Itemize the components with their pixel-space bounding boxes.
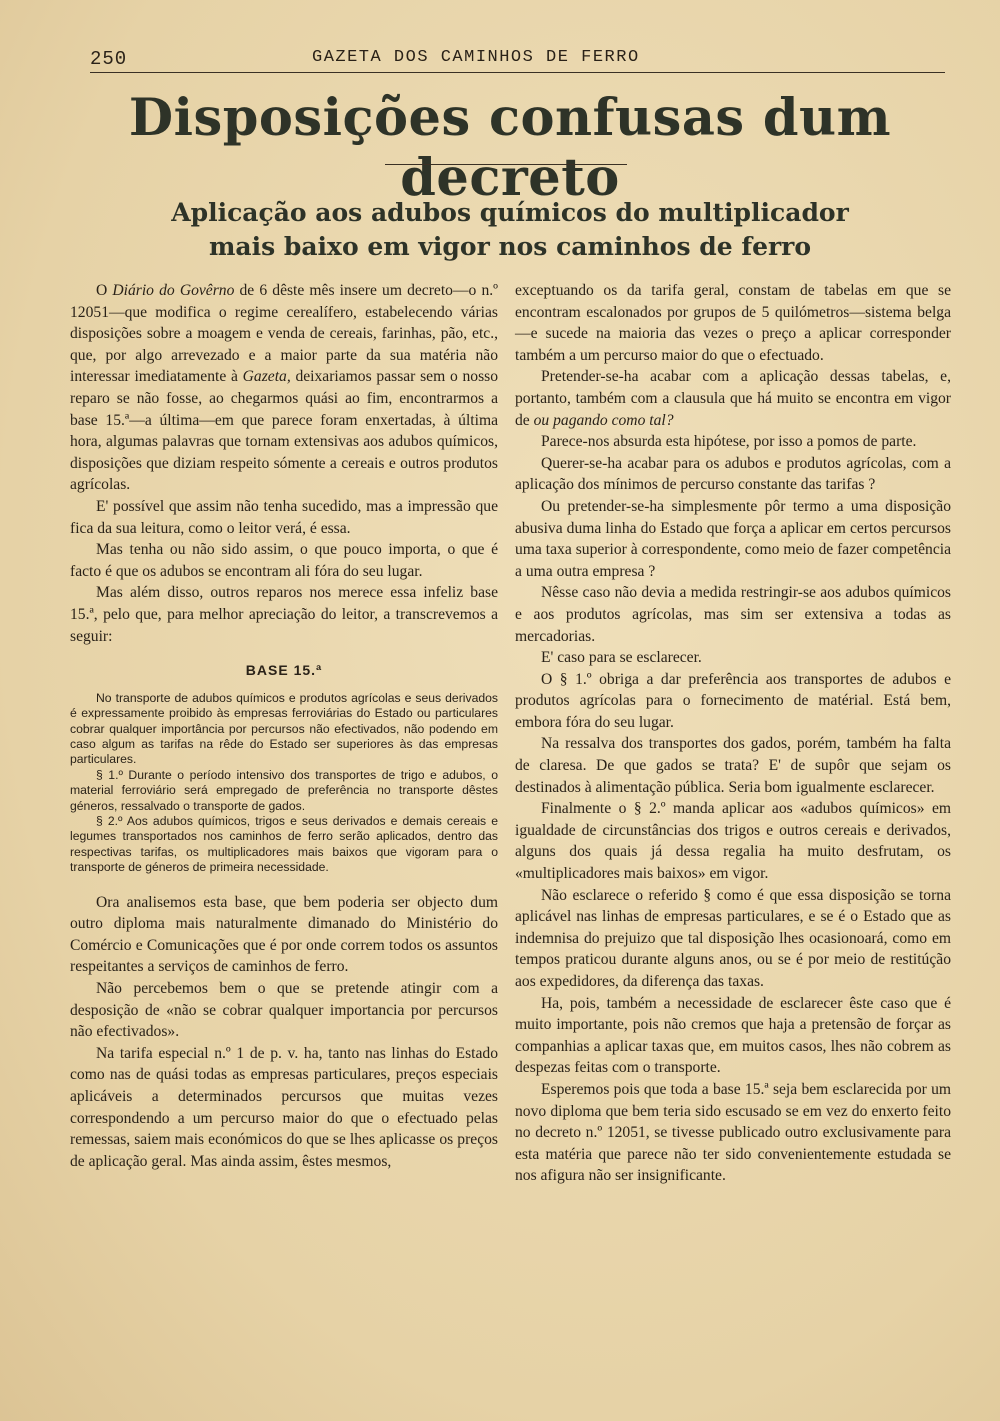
decree-paragraph: No transporte de adubos químicos e produtos agrícolas e seus derivados é expressamente proibido às empresas ferroviárias do Estado ou particulares cobrar qualquer importância por percursos não efectivados, não podendo em caso algum as tarifas na rêde do Estado ser superiores às das empresas particulares.	[70, 690, 498, 767]
running-header	[90, 46, 945, 73]
decree-paragraph: § 2.º Aos adubos químicos, trigos e seus derivados e demais cereais e legumes transportados nos caminhos de ferro serão aplicados, dentro das respectivas tarifas, os multiplicadores mais baixos que vigoram para o transporte de géneros de primeira necessidade.	[70, 813, 498, 875]
paragraph: Pretender-se-ha acabar com a aplicação dessas tabelas, e, portanto, também com a clausula que há muito se encontra em vigor de ou pagando como tal?	[515, 368, 951, 429]
subtitle-line-2: mais baixo em vigor nos caminhos de ferro	[208, 232, 812, 261]
subtitle-line-1: Aplicação aos adubos químicos do multiplicador	[171, 198, 849, 227]
paragraph: Querer-se-ha acabar para os adubos e produtos agrícolas, com a aplicação dos mínimos de percurso constante das tarifas ?	[515, 454, 951, 494]
quoted-clause: ou pagando como tal?	[533, 411, 674, 429]
left-column	[70, 280, 498, 1172]
paragraph: Não esclarece o referido § como é que essa disposição se torna aplicável nas linhas de empresas particulares, e se é o Estado que as indemnisa do prejuizo que tal disposição lhes ocasionoará, como em tempos praticou durante alguns anos, ou se é por meio de restitúção aos expedidores, da diferença das taxas.	[515, 886, 951, 990]
paragraph: Finalmente o § 2.º manda aplicar aos «adubos químicos» em igualdade de circunstâncias dos trigos e outros cereais e derivados, alguns dos quais já dessa regalia ha muito desfrutam, os «multiplicadores mais baixos» em vigor.	[515, 800, 951, 883]
article-title: Disposições confusas dum decreto	[128, 88, 892, 208]
paragraph: E' caso para se esclarecer.	[541, 649, 702, 667]
paragraph: Mas além disso, outros reparos nos merece essa infeliz base 15.ª, pelo que, para melhor apreciação do leitor, a transcrevemos a seguir:	[70, 584, 498, 645]
base-heading: BASE 15.ª	[245, 662, 323, 679]
page-number: 250	[90, 48, 128, 70]
journal-title: GAZETA DOS CAMINHOS DE FERRO	[312, 48, 640, 67]
paragraph: Esperemos pois que toda a base 15.ª seja bem esclarecida por um novo diploma que bem teria sido escusado se em vez do enxerto feito no decreto n.º 12051, se tivesse publicado outro exclusivamente para esta matéria que parece não ter sido convenientemente estudada se nos afigura não ser insignificante.	[515, 1080, 951, 1185]
decree-excerpt	[70, 691, 498, 876]
paragraph: Mas tenha ou não sido assim, o que pouco importa, o que é facto é que os adubos se encontram ali fóra do seu lugar.	[70, 541, 498, 580]
right-column	[515, 280, 951, 1187]
paragraph: Ou pretender-se-ha simplesmente pôr termo a uma disposição abusiva duma linha do Estado que força a aplicar em certos percursos uma taxa superior à correspondente, como meio de fazer competência a uma outra empresa ?	[515, 497, 951, 580]
paragraph: Não percebemos bem o que se pretende atingir com a desposição de «não se cobrar qualquer importancia por percursos não efectivados».	[70, 979, 498, 1041]
paragraph: Na tarifa especial n.º 1 de p. v. ha, tanto nas linhas do Estado como nas de quási todas as empresas particulares, preços especiais aplicáveis a determinados percursos que muitas vezes correspondendo a um percurso maior do que o efectuado pelas remessas, saiem mais económicos do que se lhes aplicasse os preços de aplicação geral. Mas ainda assim, êstes mesmos,	[70, 1044, 498, 1170]
paragraph: exceptuando os da tarifa geral, constam de tabelas em que se encontram escalonados por grupos de 5 quilómetros—sistema belga—e sucede na maioria das vezes o preço a aplicar corresponder também a um percurso maior do que o efectuado.	[515, 282, 951, 364]
article-subtitle	[140, 196, 880, 264]
paragraph: E' possível que assim não tenha sucedido, mas a impressão que fica da sua leitura, como o leitor verá, é essa.	[70, 497, 498, 537]
paragraph: Na ressalva dos transportes dos gados, porém, também ha falta de claresa. De que gados se trata? E' de supôr que sejam os destinados à alimentação pública. Seria bom igualmente esclarecer.	[515, 735, 951, 796]
publication-name: Diário do Govêrno	[112, 282, 235, 299]
paragraph: Ora analisemos esta base, que bem poderia ser objecto dum outro diploma mais naturalmente dimanado do Ministério do Comércio e Comunicações que é por onde correm todos os assuntos respeitantes a serviços de caminhos de ferro.	[70, 893, 498, 976]
paragraph: O Diário do Govêrno de 6 dêste mês insere um decreto—o n.º 12051—que modifica o regime cerealífero, estabelecendo várias disposições sobre a moagem e venda de cereais, farinhas, pão, etc., que, por algo arrevezado e a maior parte da sua matéria não interessar imediatamente à Gazeta, deixariamos passar sem o nosso reparo se não fosse, ao chegarmos quási ao fim, encontrarmos a base 15.ª—a última—em que parece foram enxertadas, à última hora, algumas palavras que tornam extensivas aos adubos químicos, disposições que diziam respeito sómente a cereais e outros produtos agrícolas.	[70, 282, 498, 494]
paragraph: Nêsse caso não devia a medida restringir-se aos adubos químicos e aos produtos agrícolas, mas sim ser extensiva a todas as mercadorias.	[515, 584, 951, 645]
paragraph: O § 1.º obriga a dar preferência aos transportes de adubos e produtos agrícolas para o fornecimento de matérial. Está bem, embora fóra do seu lugar.	[515, 670, 951, 731]
paragraph: Ha, pois, também a necessidade de esclarecer êste caso que é muito importante, pois não cremos que haja a pretensão de forçar as companhias a aplicar taxas que, em muitos casos, lhes não cobrem as despezas feitas com o transporte.	[515, 994, 951, 1077]
paragraph: Parece-nos absurda esta hipótese, por isso a pomos de parte.	[541, 433, 917, 451]
decree-paragraph: § 1.º Durante o período intensivo dos transportes de trigo e adubos, o material ferroviário será empregado de preferência no transporte dêstes géneros, ressalvado o transporte de gados.	[70, 767, 498, 813]
gazeta-name: Gazeta,	[242, 368, 291, 386]
title-divider	[385, 164, 627, 165]
